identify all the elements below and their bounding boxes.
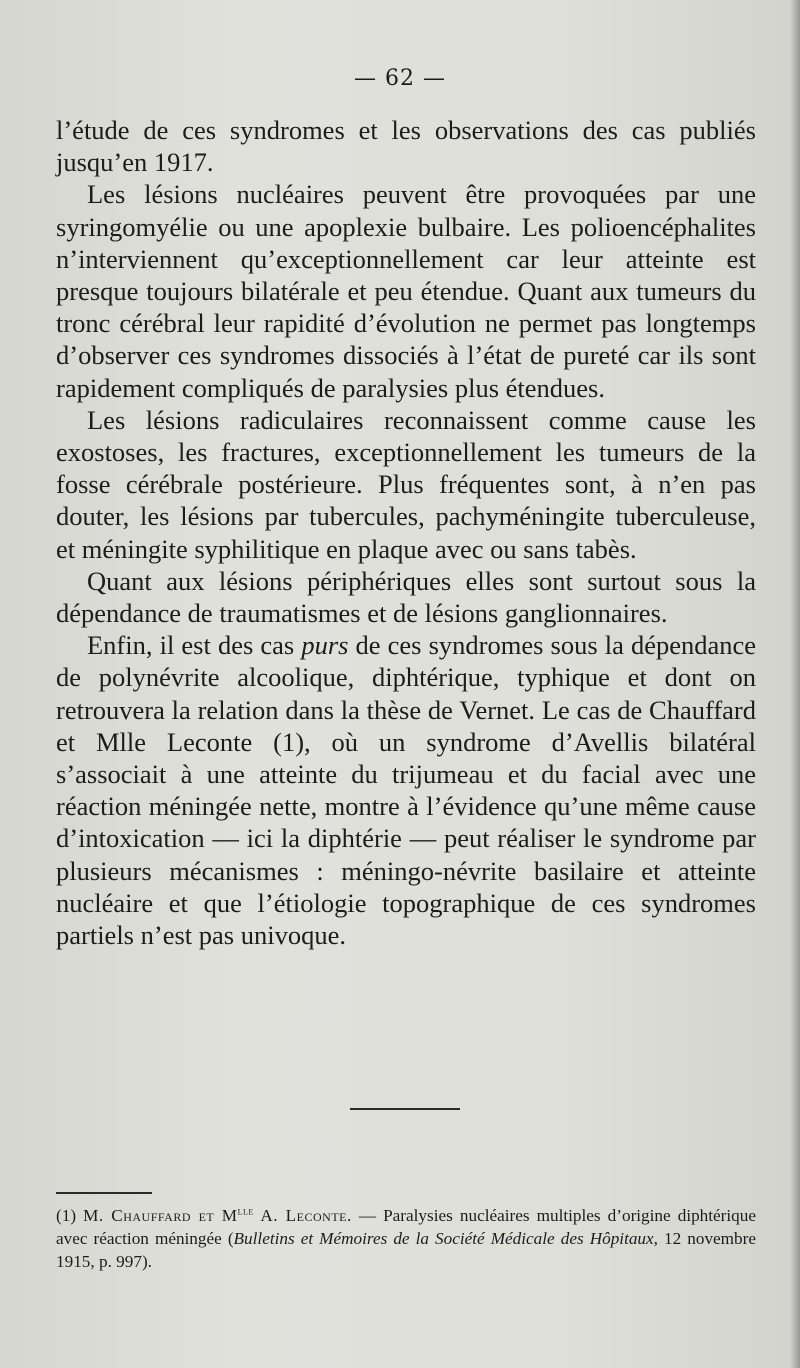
paragraph-1: l’étude de ces syndromes et les observations des cas publiés jusqu’en 1917. bbox=[56, 115, 756, 178]
page-number: — 62 — bbox=[354, 66, 446, 91]
paragraph-4: Quant aux lésions périphériques elles sont surtout sous la dépendance de traumatismes et de lésions ganglionnaires. bbox=[56, 565, 756, 629]
paragraph-2: Les lésions nucléaires peuvent être provoquées par une syringomyélie ou une apoplexie bulbaire. Les polioencéphalites n’interviennent qu’exceptionnellement car leur atteinte est presque toujours bilatérale et peu étendue. Quant aux tumeurs du tronc cérébral leur rapidité d’évolution ne permet pas longtemps d’observer ces syndromes dissociés à l’état de pureté car ils sont rapidement compliqués de paralysies plus étendues. bbox=[56, 179, 756, 403]
footnote bbox=[56, 1204, 756, 1273]
paragraph-5-rest: de ces syndromes sous la dépendance de polynévrite alcoolique, diphtérique, typhique et dont on retrouvera la relation dans la thèse de Vernet. Le cas de Chauffard et Mlle Leconte (1), où un syndrome d’Avellis bilatéral s’associait à une atteinte du trijumeau et du facial avec une réaction méningée nette, montre à l’évidence qu’une même cause d’intoxication — ici la diphtérie — peut réaliser le syndrome par plusieurs mécanismes : méningo-névrite basilaire et atteinte nucléaire et que l’étiologie topographique de ces syndromes partiels n’est pas univoque. bbox=[56, 630, 757, 951]
paragraph-5 bbox=[56, 629, 756, 951]
body-text bbox=[56, 114, 756, 951]
footnote-date: , 12 novembre 1915, p. 997). bbox=[56, 1229, 756, 1271]
paragraph-5-emphasis: purs bbox=[301, 630, 349, 661]
footnote-authors: M. Chauffard et $M^{lle}$ A. Leconte. bbox=[83, 1205, 352, 1225]
page-edge-shadow bbox=[790, 0, 800, 1368]
footnote-title: — Paralysies nucléaires multiples d’origine diphtérique avec réaction méningée ( bbox=[56, 1206, 756, 1248]
footnote-source: Bulletins et Mémoires de la Société Médicale des Hôpitaux bbox=[233, 1229, 654, 1248]
footnote-marker: (1) bbox=[56, 1206, 84, 1225]
footnote-text bbox=[56, 1204, 756, 1273]
paragraph-5-intro: Enfin, il est des cas bbox=[87, 630, 302, 661]
paragraph-3: Les lésions radiculaires reconnaissent comme cause les exostoses, les fractures, exceptionnellement les tumeurs de la fosse cérébrale postérieure. Plus fréquentes sont, à n’en pas douter, les lésions par tubercules, pachyméningite tuberculeuse, et méningite syphilitique en plaque avec ou sans tabès. bbox=[56, 404, 756, 564]
footnote-rule bbox=[56, 1192, 152, 1194]
section-separator-rule bbox=[350, 1108, 460, 1110]
